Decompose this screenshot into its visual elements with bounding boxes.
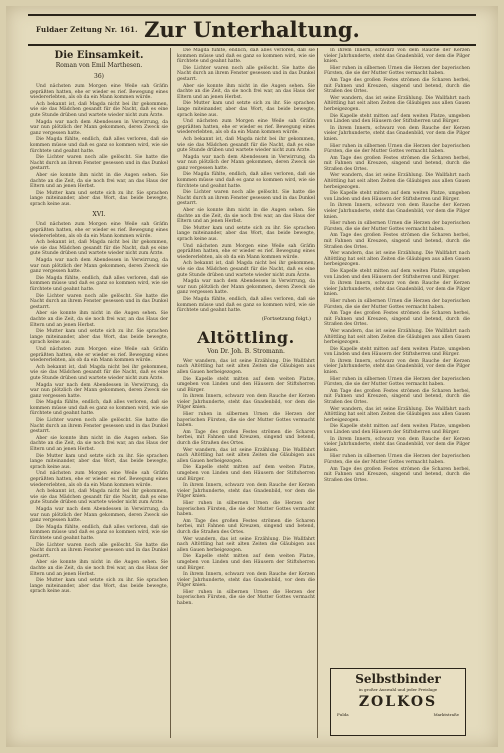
story-paragraph: Die Kapelle steht mitten auf dem weiten Platze, umgeben von Linden und den Häusern der Stiftsherren und Bürger. [324,346,470,358]
story-paragraph: Die Kapelle steht mitten auf dem weiten Platze, umgeben von Linden und den Häusern der Stiftsherren und Bürger. [177,465,315,482]
story-paragraph: Am Tage des großen Festes strömen die Scharen herbei, mit Fahnen und Kreuzen, singend und betend, durch die Straßen des Ortes. [324,388,470,406]
story-paragraph: Die Kapelle steht mitten auf dem weiten Platze, umgeben von Linden und den Häusern der Stiftsherren und Bürger. [324,268,470,280]
story-paragraph: Magda war nach dem Abendessen in Verwirrung, da war nun plötzlich der Mann gekommen, deren Zweck sie ganz vergessen hatte. [30,119,168,136]
story-paragraph: Aber sie konnte ihm nicht in die Augen sehen. Sie dachte an die Zeit, da sie noch frei war, an das Haus der Eltern und an jenen Herbst. [30,311,168,328]
story-title: Die Einsamkeit. [54,50,144,61]
story-paragraph: In ihrem Innern, schwarz von dem Rauche der Kerzen vieler Jahrhunderte, steht das Gnadenbild, vor dem die Pilger knien. [324,281,470,298]
chapter-number: 36) [94,73,104,80]
story-paragraph: Wer wandern, das ist seine Erzählung. Die Wallfahrt nach Altöttling hat seit alten Zeiten die Gläubigen aus allen Gauen herbeigezogen. [177,536,315,553]
story-paragraph: Magda war nach dem Abendessen in Verwirrung, da war nun plötzlich der Mann gekommen, deren Zweck sie ganz vergessen hatte. [30,506,168,524]
story-paragraph: In ihrem Innern, schwarz von dem Rauche der Kerzen vieler Jahrhunderte, steht das Gnadenbild, vor dem die Pilger knien. [324,125,470,142]
story-paragraph: Hier ruhen in silbernen Urnen die Herzen der bayerischen Fürsten, die sie der Mutter Gottes vermacht haben. [177,589,315,607]
story-paragraph: Die Kapelle steht mitten auf dem weiten Platze, umgeben von Linden und den Häusern der Stiftsherren und Bürger. [324,191,470,202]
story-paragraph: Aber sie konnte ihm nicht in die Augen sehen. Sie dachte an die Zeit, da sie noch frei war, an das Haus der Eltern und an jenen Herbst. [30,435,168,453]
story-paragraph: Die Kapelle steht mitten auf dem weiten Platze, umgeben von Linden und den Häusern der Stiftsherren und Bürger. [324,113,470,125]
story-byline: Von Dr. Joh. B. Stromann. [207,347,285,355]
story-paragraph: Ach bekannt ist, daß Magda nicht bei ihr gekommen, wie sie das Mädchen gesandt für die Nacht, daß es eine gute Stunde drüben und wartete wieder nicht zum Ärzte. [30,101,168,118]
story-paragraph: Wer wandern, das ist seine Erzählung. Die Wallfahrt nach Altöttling hat seit alten Zeiten die Gläubigen aus allen Gauen herbeigezogen. [324,173,470,190]
story-paragraph: Die Lichter waren noch alle gelöscht. Sie hatte die Nacht durch an ihrem Fenster gesessen und in das Dunkel gestarrt. [30,155,168,172]
story-paragraph: Die Magda fühlte, endlich, daß alles verloren, daß sie kommen müsse und daß es ganz so kommen wird, wie sie fürchtete und geahnt hatte. [30,400,168,417]
story-paragraph: Und nächsten zum Morgen eine Weile sah Gräfin gepräßten hatten, ehe er wieder es rief. Bewegung eines wiedererlebten, als ob da ein Mann kommen würde. [30,84,168,101]
newspaper-issue-label: Fuldaer Zeitung Nr. 161. [36,25,138,34]
story-paragraph: Magda war nach dem Abendessen in Verwirrung, da war nun plötzlich der Mann gekommen, deren Zweck sie ganz vergessen hatte. [177,154,315,171]
story-paragraph: Am Tage des großen Festes strömen die Scharen herbei, mit Fahnen und Kreuzen, singend und betend, durch die Straßen des Ortes. [324,155,470,172]
story-paragraph: Die Magda fühlte, endlich, daß alles verloren, daß sie kommen müsse und daß es ganz so kommen wird, wie sie fürchtete und geahnt hatte. [30,524,168,541]
masthead [28,14,476,46]
story-paragraph: Ach bekannt ist, daß Magda nicht bei ihr gekommen, wie sie das Mädchen gesandt für die Nacht, daß es eine gute Stunde drüben und wartete wieder nicht zum Ärzte. [30,489,168,506]
story-paragraph: Wer wandern, das ist seine Erzählung. Die Wallfahrt nach Altöttling hat seit alten Zeiten die Gläubigen aus allen Gauen herbeigezogen. [177,358,315,375]
story-paragraph: Die Kapelle steht mitten auf dem weiten Platze, umgeben von Linden und den Häusern der Stiftsherren und Bürger. [177,376,315,393]
story-paragraph: Die Lichter waren noch alle gelöscht. Sie hatte die Nacht durch an ihrem Fenster gesessen und in das Dunkel gestarrt. [30,542,168,559]
story-title: Altöttling. [197,327,295,347]
story-paragraph: Hier ruhen in silbernen Urnen die Herzen der bayerischen Fürsten, die sie der Mutter Gottes vermacht haben. [324,298,470,310]
story-paragraph: Hier ruhen in silbernen Urnen die Herzen der bayerischen Fürsten, die sie der Mutter Gottes vermacht haben. [177,500,315,518]
story-paragraph: Die Magda fühlte, endlich, daß alles verloren, daß sie kommen müsse und daß es ganz so kommen wird, wie sie fürchtete und geahnt hatte. [177,296,315,314]
story-paragraph: Und nächsten zum Morgen eine Weile sah Gräfin gepräßten hatten, ehe er wieder es rief. Bewegung eines wiedererlebten, als ob da ein Mann kommen würde. [30,471,168,488]
story-paragraph: In ihrem Innern, schwarz von dem Rauche der Kerzen vieler Jahrhunderte, steht das Gnadenbild, vor dem die Pilger knien. [324,436,470,453]
story-byline: Roman von Emil Marthesen. [55,62,143,69]
column-1 [30,48,168,738]
story-paragraph: Am Tage des großen Festes strömen die Scharen herbei, mit Fahnen und Kreuzen, singend und betend, durch die Straßen des Ortes. [324,466,470,483]
column-3 [324,48,470,660]
story-paragraph: Hier ruhen in silbernen Urnen die Herzen der bayerischen Fürsten, die sie der Mutter Gottes vermacht haben. [324,143,470,155]
story-paragraph: In ihrem Innern, schwarz von dem Rauche der Kerzen vieler Jahrhunderte, steht das Gnadenbild, vor dem die Pilger knien. [177,572,315,589]
story-paragraph: Magda war nach dem Abendessen in Verwirrung, da war nun plötzlich der Mann gekommen, deren Zweck sie ganz vergessen hatte. [30,258,168,275]
continued-note: (Fortsetzung folgt.) [261,315,311,322]
story-paragraph: Die Mutter kam und setzte sich zu ihr. Sie sprachen lange miteinander, aber das Wort, das beide bewegte, sprach keine aus. [30,329,168,346]
chapter-number: XVI. [92,211,106,219]
column-divider [317,48,318,738]
story-paragraph: Hier ruhen in silbernen Urnen die Herzen der bayerischen Fürsten, die sie der Mutter Gottes vermacht haben. [324,454,470,465]
story-paragraph: Die Magda fühlte, endlich, daß alles verloren, daß sie kommen müsse und daß es ganz so kommen wird, wie sie fürchtete und geahnt hatte. [177,48,315,65]
ad-tagline: in großer Auswahl und jeder Preislage [358,687,438,692]
story-paragraph: Am Tage des großen Festes strömen die Scharen herbei, mit Fahnen und Kreuzen, singend und betend, durch die Straßen des Ortes. [324,77,470,95]
ad-title: Selbstbinder [355,672,441,686]
story-paragraph: Die Mutter kam und setzte sich zu ihr. Sie sprachen lange miteinander, aber das Wort, das beide bewegte, sprach keine aus. [30,453,168,470]
column-2 [177,48,315,738]
story-paragraph: In ihrem Innern, schwarz von dem Rauche der Kerzen vieler Jahrhunderte, steht das Gnadenbild, vor dem die Pilger knien. [324,203,470,220]
story-paragraph: In ihrem Innern, schwarz von dem Rauche der Kerzen vieler Jahrhunderte, steht das Gnadenbild, vor dem die Pilger knien. [324,358,470,376]
story-paragraph: In ihrem Innern, schwarz von dem Rauche der Kerzen vieler Jahrhunderte, steht das Gnadenbild, vor dem die Pilger knien. [324,48,470,65]
story-paragraph: Wer wandern, das ist seine Erzählung. Die Wallfahrt nach Altöttling hat seit alten Zeiten die Gläubigen aus allen Gauen herbeigezogen. [324,95,470,112]
story-paragraph: Die Magda fühlte, endlich, daß alles verloren, daß sie kommen müsse und daß es ganz so kommen wird, wie sie fürchtete und geahnt hatte. [177,172,315,189]
story-paragraph: Und nächsten zum Morgen eine Weile sah Gräfin gepräßten hatten, ehe er wieder es rief. Bewegung eines wiedererlebten, als ob da ein Mann kommen würde. [177,243,315,260]
story-paragraph: Magda war nach dem Abendessen in Verwirrung, da war nun plötzlich der Mann gekommen, deren Zweck sie ganz vergessen hatte. [30,382,168,399]
ad-brand: ZOLKOS [358,694,438,710]
story-paragraph: Die Mutter kam und setzte sich zu ihr. Sie sprachen lange miteinander, aber das Wort, das beide bewegte, sprach keine aus. [30,578,168,595]
ad-city: Fulda [337,712,349,717]
story-paragraph: Am Tage des großen Festes strömen die Scharen herbei, mit Fahnen und Kreuzen, singend und betend, durch die Straßen des Ortes. [177,518,315,535]
column-divider [170,48,171,738]
story-paragraph: Die Kapelle steht mitten auf dem weiten Platze, umgeben von Linden und den Häusern der Stiftsherren und Bürger. [324,424,470,435]
ad-street: Marktstraße [433,712,459,717]
story-paragraph: Die Mutter kam und setzte sich zu ihr. Sie sprachen lange miteinander, aber das Wort, das beide bewegte, sprach keine aus. [177,101,315,118]
story-paragraph: Wer wandern, das ist seine Erzählung. Die Wallfahrt nach Altöttling hat seit alten Zeiten die Gläubigen aus allen Gauen herbeigezogen. [324,406,470,423]
story-paragraph: Die Lichter waren noch alle gelöscht. Sie hatte die Nacht durch an ihrem Fenster gesessen und in das Dunkel gestarrt. [30,418,168,435]
story-paragraph: Die Lichter waren noch alle gelöscht. Sie hatte die Nacht durch an ihrem Fenster gesessen und in das Dunkel gestarrt. [177,190,315,207]
story-paragraph: Wer wandern, das ist seine Erzählung. Die Wallfahrt nach Altöttling hat seit alten Zeiten die Gläubigen aus allen Gauen herbeigezogen. [177,447,315,464]
story-paragraph: Und nächsten zum Morgen eine Weile sah Gräfin gepräßten hatten, ehe er wieder es rief. Bewegung eines wiedererlebten, als ob da ein Mann kommen würde. [177,119,315,136]
story-paragraph: Die Lichter waren noch alle gelöscht. Sie hatte die Nacht durch an ihrem Fenster gesessen und in das Dunkel gestarrt. [177,65,315,82]
story-paragraph: Die Mutter kam und setzte sich zu ihr. Sie sprachen lange miteinander, aber das Wort, das beide bewegte, sprach keine aus. [30,190,168,207]
story-paragraph: Am Tage des großen Festes strömen die Scharen herbei, mit Fahnen und Kreuzen, singend und betend, durch die Straßen des Ortes. [324,233,470,250]
story-paragraph: Die Mutter kam und setzte sich zu ihr. Sie sprachen lange miteinander, aber das Wort, das beide bewegte, sprach keine aus. [177,225,315,242]
story-paragraph: Magda war nach dem Abendessen in Verwirrung, da war nun plötzlich der Mann gekommen, deren Zweck sie ganz vergessen hatte. [177,279,315,296]
story-paragraph: Hier ruhen in silbernen Urnen die Herzen der bayerischen Fürsten, die sie der Mutter Gottes vermacht haben. [324,221,470,232]
story-paragraph: In ihrem Innern, schwarz von dem Rauche der Kerzen vieler Jahrhunderte, steht das Gnadenbild, vor dem die Pilger knien. [177,394,315,411]
story-paragraph: In ihrem Innern, schwarz von dem Rauche der Kerzen vieler Jahrhunderte, steht das Gnadenbild, vor dem die Pilger knien. [177,483,315,500]
story-paragraph: Die Magda fühlte, endlich, daß alles verloren, daß sie kommen müsse und daß es ganz so kommen wird, wie sie fürchtete und geahnt hatte. [30,137,168,154]
story-paragraph: Wer wandern, das ist seine Erzählung. Die Wallfahrt nach Altöttling hat seit alten Zeiten die Gläubigen aus allen Gauen herbeigezogen. [324,328,470,346]
story-paragraph: Die Kapelle steht mitten auf dem weiten Platze, umgeben von Linden und den Häusern der Stiftsherren und Bürger. [177,554,315,571]
story-paragraph: Ach bekannt ist, daß Magda nicht bei ihr gekommen, wie sie das Mädchen gesandt für die Nacht, daß es eine gute Stunde drüben und wartete wieder nicht zum Ärzte. [30,240,168,257]
story-paragraph: Ach bekannt ist, daß Magda nicht bei ihr gekommen, wie sie das Mädchen gesandt für die Nacht, daß es eine gute Stunde drüben und wartete wieder nicht zum Ärzte. [177,261,315,278]
story-paragraph: Aber sie konnte ihm nicht in die Augen sehen. Sie dachte an die Zeit, da sie noch frei war, an das Haus der Eltern und an jenen Herbst. [30,560,168,577]
story-paragraph: Die Magda fühlte, endlich, daß alles verloren, daß sie kommen müsse und daß es ganz so kommen wird, wie sie fürchtete und geahnt hatte. [30,275,168,292]
story-paragraph: Und nächsten zum Morgen eine Weile sah Gräfin gepräßten hatten, ehe er wieder es rief. Bewegung eines wiedererlebten, als ob da ein Mann kommen würde. [30,346,168,364]
story-paragraph: Aber sie konnte ihm nicht in die Augen sehen. Sie dachte an die Zeit, da sie noch frei war, an das Haus der Eltern und an jenen Herbst. [177,83,315,100]
story-paragraph: Hier ruhen in silbernen Urnen die Herzen der bayerischen Fürsten, die sie der Mutter Gottes vermacht haben. [177,412,315,429]
advertisement [330,668,466,736]
ad-footer [331,712,465,717]
story-paragraph: Wer wandern, das ist seine Erzählung. Die Wallfahrt nach Altöttling hat seit alten Zeiten die Gläubigen aus allen Gauen herbeigezogen. [324,251,470,268]
story-paragraph: Am Tage des großen Festes strömen die Scharen herbei, mit Fahnen und Kreuzen, singend und betend, durch die Straßen des Ortes. [324,311,470,328]
story-paragraph: Die Lichter waren noch alle gelöscht. Sie hatte die Nacht durch an ihrem Fenster gesessen und in das Dunkel gestarrt. [30,293,168,310]
story-paragraph: Aber sie konnte ihm nicht in die Augen sehen. Sie dachte an die Zeit, da sie noch frei war, an das Haus der Eltern und an jenen Herbst. [177,208,315,225]
story-paragraph: Ach bekannt ist, daß Magda nicht bei ihr gekommen, wie sie das Mädchen gesandt für die Nacht, daß es eine gute Stunde drüben und wartete wieder nicht zum Ärzte. [177,136,315,154]
story-paragraph: Am Tage des großen Festes strömen die Scharen herbei, mit Fahnen und Kreuzen, singend und betend, durch die Straßen des Ortes. [177,429,315,447]
story-paragraph: Aber sie konnte ihm nicht in die Augen sehen. Sie dachte an die Zeit, da sie noch frei war, an das Haus der Eltern und an jenen Herbst. [30,172,168,190]
section-title: Zur Unterhaltung. [144,17,360,42]
story-paragraph: Hier ruhen in silbernen Urnen die Herzen der bayerischen Fürsten, die sie der Mutter Gottes vermacht haben. [324,65,470,77]
story-paragraph: Hier ruhen in silbernen Urnen die Herzen der bayerischen Fürsten, die sie der Mutter Gottes vermacht haben. [324,376,470,388]
story-paragraph: Ach bekannt ist, daß Magda nicht bei ihr gekommen, wie sie das Mädchen gesandt für die Nacht, daß es eine gute Stunde drüben und wartete wieder nicht zum Ärzte. [30,364,168,381]
story-paragraph: Und nächsten zum Morgen eine Weile sah Gräfin gepräßten hatten, ehe er wieder es rief. Bewegung eines wiedererlebten, als ob da ein Mann kommen würde. [30,222,168,239]
